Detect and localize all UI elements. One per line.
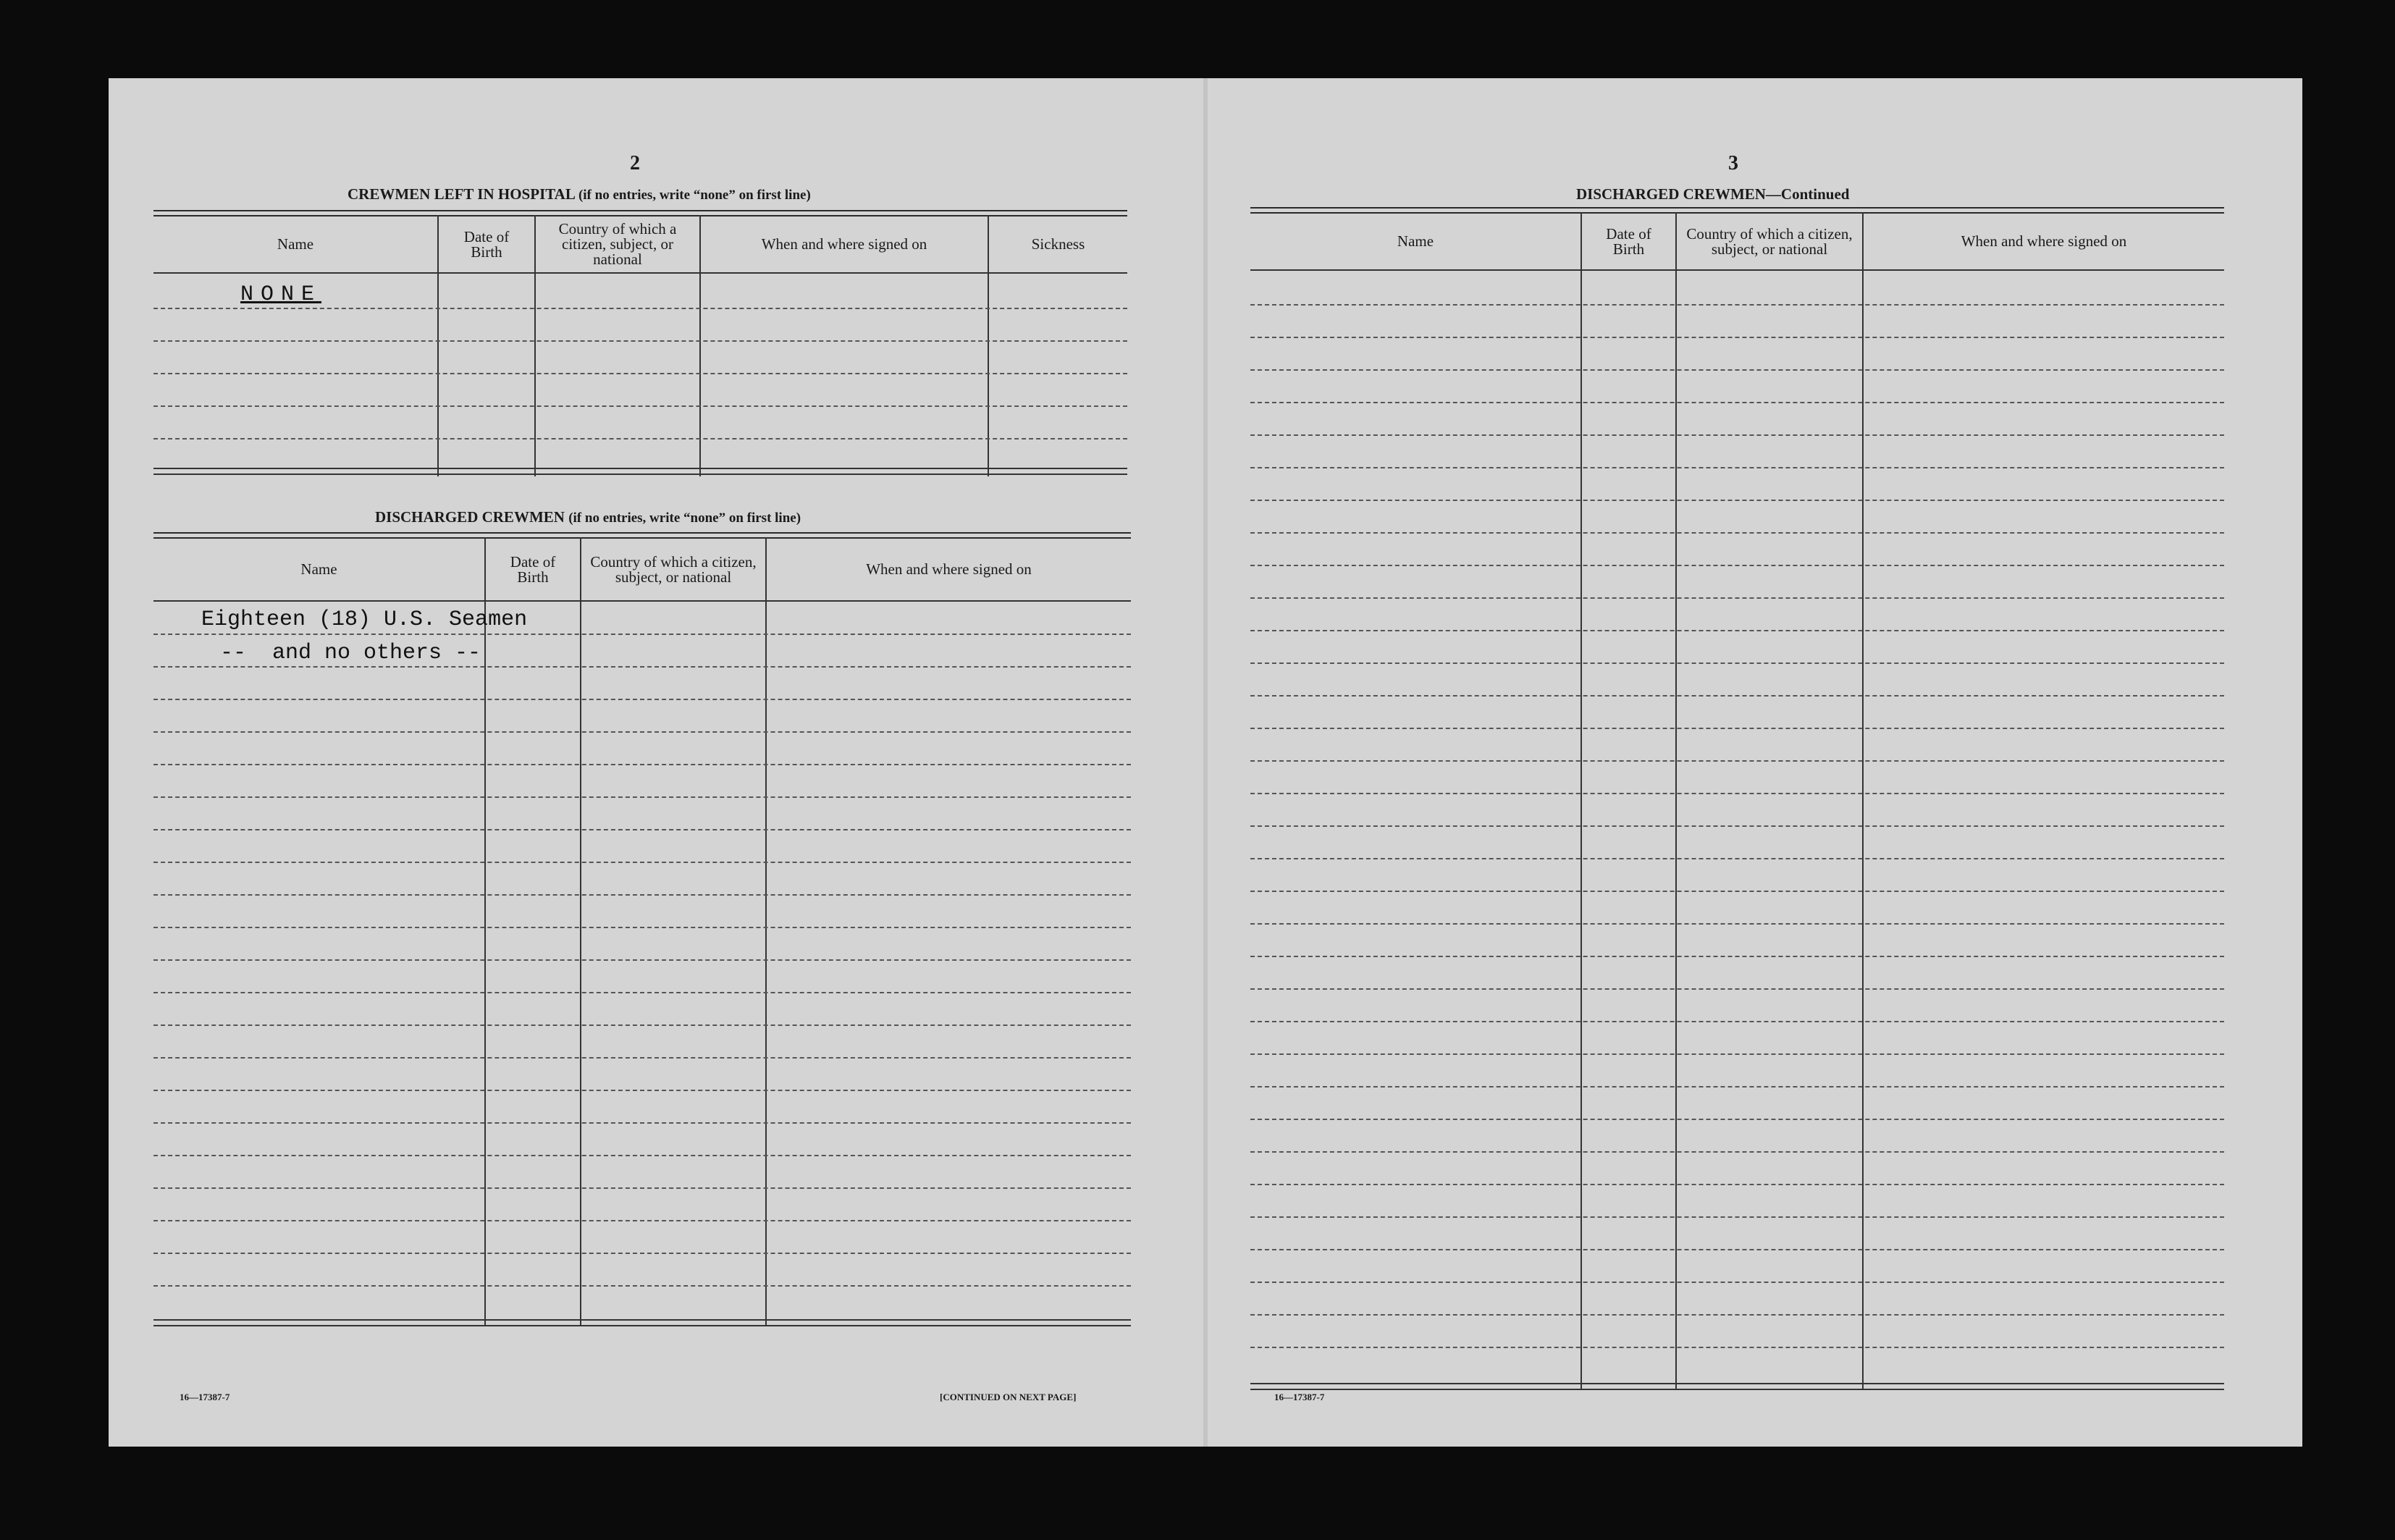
col-date-of-birth: Date of Birth [1606, 224, 1651, 258]
table-row [1250, 337, 2224, 338]
right-section-title: DISCHARGED CREWMEN—Continued [1576, 185, 1850, 203]
table-row [153, 927, 1131, 928]
col-signed-on: When and where signed on [1961, 232, 2127, 250]
table-row [1250, 532, 2224, 534]
hospital-table [153, 210, 1127, 484]
table-row [153, 699, 1131, 700]
table-row [153, 1024, 1131, 1026]
table-row [1250, 402, 2224, 403]
table-row [153, 894, 1131, 896]
col-name: Name [277, 235, 314, 253]
table-row [1250, 662, 2224, 664]
table-row [1250, 1184, 2224, 1185]
continued-note: [CONTINUED ON NEXT PAGE] [940, 1392, 1077, 1402]
hospital-section-title [348, 185, 811, 203]
table-row [1250, 956, 2224, 957]
table-row [1250, 1053, 2224, 1055]
table-row [1250, 988, 2224, 990]
col-name: Name [1397, 232, 1434, 250]
col-date-of-birth: Date of Birth [510, 552, 556, 586]
hospital-instruction: (if no entries, write “none” on first line) [578, 188, 811, 203]
discharged-instruction: (if no entries, write “none” on first line) [568, 510, 801, 526]
table-row [1250, 1086, 2224, 1087]
table-row [153, 1090, 1131, 1091]
table-row [1250, 825, 2224, 827]
table-row [1250, 304, 2224, 306]
table-row [1250, 793, 2224, 794]
page-number: 2 [630, 152, 640, 174]
table-row [153, 1285, 1131, 1287]
table-row [1250, 728, 2224, 729]
discharged-entry-2: -- and no others -- [220, 641, 481, 665]
table-row [153, 1155, 1131, 1156]
col-signed-on: When and where signed on [866, 560, 1032, 578]
table-row [1250, 858, 2224, 859]
table-row [153, 829, 1131, 830]
table-row [153, 1253, 1131, 1254]
table-row [153, 992, 1131, 993]
table-row [1250, 1314, 2224, 1316]
table-row [153, 1057, 1131, 1059]
table-row [1250, 369, 2224, 371]
table-row [1250, 565, 2224, 566]
right-page [1205, 78, 2302, 1447]
hospital-entry: NONE [240, 282, 322, 307]
table-row [153, 862, 1131, 863]
col-name: Name [300, 560, 337, 578]
discharged-section-title [375, 508, 801, 526]
table-row [1250, 923, 2224, 925]
table-row [153, 959, 1131, 961]
hospital-title-text: CREWMEN LEFT IN HOSPITAL [348, 185, 575, 203]
discharged-entry-1: Eighteen (18) U.S. Seamen [201, 607, 528, 632]
page-number: 3 [1728, 152, 1738, 174]
form-sheet [109, 78, 2302, 1447]
table-row [1250, 1347, 2224, 1348]
col-country: Country of which a citizen, subject, or national [590, 552, 757, 586]
table-row [1250, 630, 2224, 631]
table-row [1250, 695, 2224, 697]
table-row [1250, 597, 2224, 599]
table-row [153, 1122, 1131, 1124]
table-row [1250, 1119, 2224, 1120]
form-number: 16—17387-7 [1274, 1392, 1325, 1402]
left-page [109, 78, 1205, 1447]
table-row [153, 764, 1131, 765]
col-country: Country of which a citizen, subject, or national [1686, 224, 1853, 258]
table-row [153, 666, 1131, 668]
table-row [1250, 1282, 2224, 1283]
table-row [1250, 760, 2224, 762]
form-number: 16—17387-7 [180, 1392, 230, 1402]
discharged-title-text: DISCHARGED CREWMEN [375, 508, 565, 526]
table-row [153, 731, 1131, 733]
table-row [153, 1187, 1131, 1189]
table-row [1250, 1216, 2224, 1218]
table-row [1250, 434, 2224, 436]
table-row [153, 796, 1131, 798]
col-country: Country of which a citizen, subject, or national [558, 220, 677, 268]
table-row [153, 1220, 1131, 1221]
table-row [1250, 467, 2224, 468]
discharged-table [153, 532, 1131, 1463]
table-row [153, 634, 1131, 635]
col-signed-on: When and where signed on [761, 235, 927, 253]
table-row [1250, 891, 2224, 892]
table-row [1250, 500, 2224, 501]
discharged-continued-table [1250, 207, 2224, 1467]
col-sickness: Sickness [1031, 235, 1085, 253]
table-row [1250, 1249, 2224, 1250]
table-row [1250, 1151, 2224, 1153]
col-date-of-birth: Date of Birth [463, 227, 510, 261]
table-row [1250, 1021, 2224, 1022]
